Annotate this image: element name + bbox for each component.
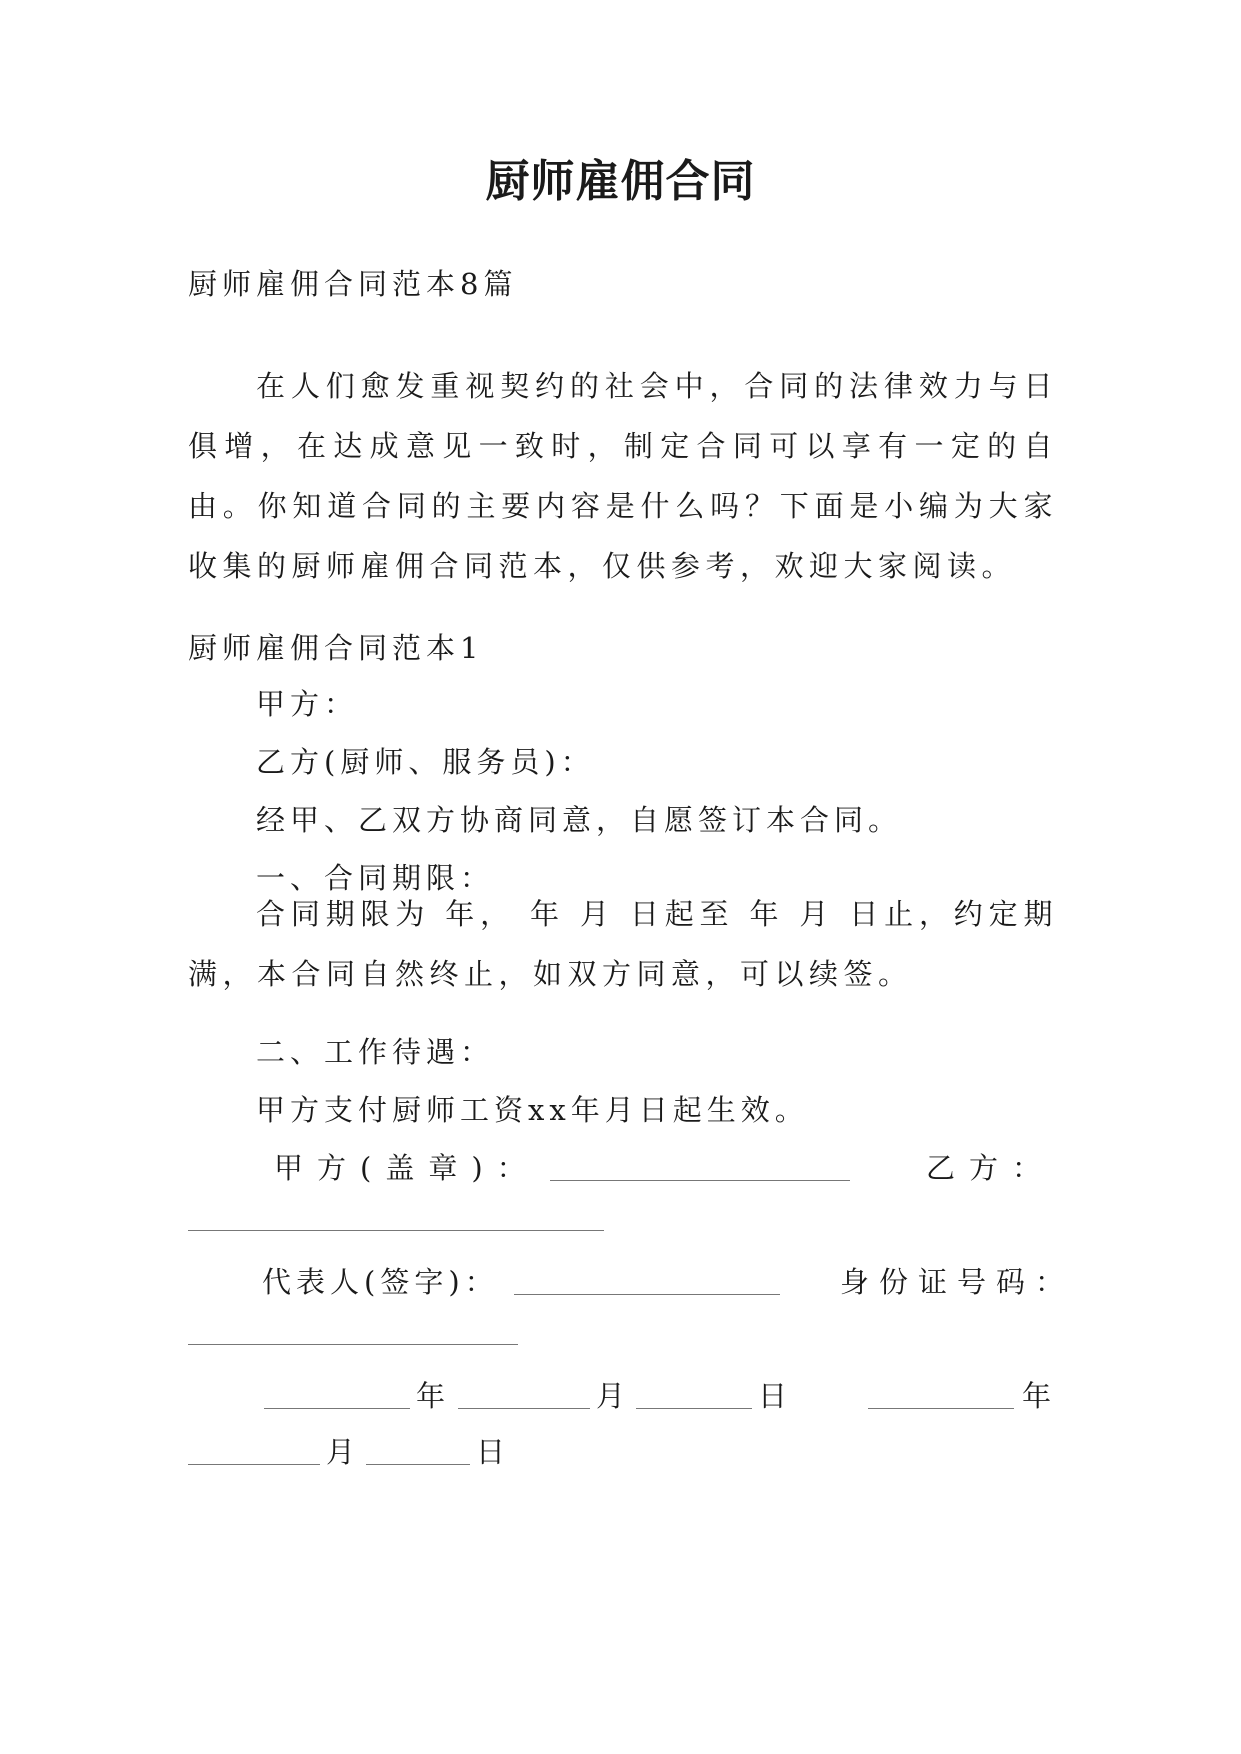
date-a-month-label: 月: [596, 1379, 626, 1413]
id-number-blank[interactable]: [188, 1322, 518, 1345]
clause2-heading: 二、工作待遇：: [256, 1035, 495, 1069]
representative-label: 代表人(签字)：: [262, 1265, 499, 1299]
party-a-seal-label: 甲方(盖章)：: [274, 1151, 540, 1185]
id-number-label: 身份证号码：: [840, 1265, 1075, 1299]
date-a-day-blank[interactable]: [636, 1386, 752, 1409]
document-subtitle: 厨师雇佣合同范本8篇: [188, 267, 518, 301]
intro-paragraph: 在人们愈发重视契约的社会中，合同的法律效力与日俱增，在达成意见一致时，制定合同可以享有一定的自由。你知道合同的主要内容是什么吗？下面是小编为大家收集的厨师雇佣合同范本，仅供参考，欢迎大家阅读。: [188, 369, 1058, 583]
clause1-heading: 一、合同期限：: [256, 861, 495, 895]
party-a-label: 甲方：: [256, 687, 359, 721]
party-b-signature-blank[interactable]: [188, 1208, 604, 1231]
clause2-body: 甲方支付厨师工资xx年月日起生效。: [256, 1093, 809, 1127]
date-b-month-label: 月: [326, 1435, 356, 1469]
party-b-label: 乙方(厨师、服务员)：: [256, 745, 595, 779]
date-b-year-label: 年: [1022, 1379, 1052, 1413]
date-a-day-label: 日: [758, 1379, 788, 1413]
section-heading: 厨师雇佣合同范本1: [188, 631, 484, 665]
party-b-signature-label: 乙方：: [926, 1151, 1056, 1185]
date-a-year-blank[interactable]: [264, 1386, 410, 1409]
document-title: 厨师雇佣合同: [485, 156, 756, 207]
date-b-month-blank[interactable]: [188, 1442, 320, 1465]
date-a-year-label: 年: [416, 1379, 446, 1413]
date-b-day-label: 日: [476, 1435, 506, 1469]
representative-blank[interactable]: [514, 1272, 780, 1295]
date-b-year-blank[interactable]: [868, 1386, 1014, 1409]
date-a-month-blank[interactable]: [458, 1386, 590, 1409]
date-b-day-blank[interactable]: [366, 1442, 470, 1465]
party-a-seal-blank[interactable]: [550, 1158, 850, 1181]
clause1-body: 合同期限为 年， 年 月 日起至 年 月 日止，约定期满，本合同自然终止，如双方同意，可以续签。: [188, 897, 1058, 991]
agreement-statement: 经甲、乙双方协商同意，自愿签订本合同。: [256, 803, 903, 837]
